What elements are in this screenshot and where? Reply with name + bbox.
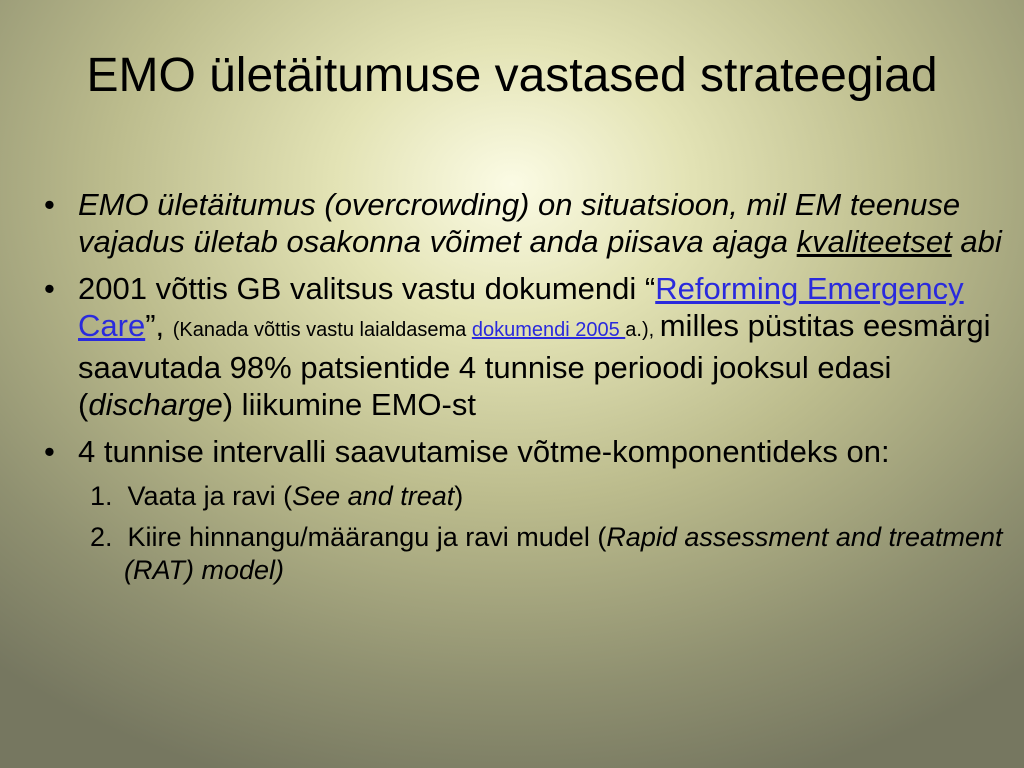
bullet-item-gb-document <box>44 270 1004 423</box>
discharge-term: discharge <box>88 387 223 422</box>
slide-body <box>44 186 1004 595</box>
sub-number: 2. <box>90 522 113 552</box>
bullet-item-key-components <box>44 433 1004 470</box>
gb-text-quote-end: ”, <box>145 308 173 343</box>
reforming-emergency-care-link[interactable]: Reforming Emergency Care <box>78 271 964 343</box>
gb-goal-text: milles püstitas eesmärgi saavutada 98% patsientide 4 tunnise perioodi jooksul edasi ( <box>78 308 991 422</box>
bullet-item-definition <box>44 186 1004 260</box>
bullet-marker: • <box>44 434 55 469</box>
sub-item-rat-model <box>44 521 1004 587</box>
slide-title: EMO ületäitumuse vastased strateegiad <box>86 49 938 102</box>
definition-end: abi <box>951 224 1002 259</box>
bullet-marker: • <box>44 271 55 306</box>
see-and-treat-text: Vaata ja ravi ( <box>127 481 293 511</box>
gb-text-start: 2001 võttis GB valitsus vastu dokumendi “ <box>78 271 656 306</box>
rat-model-text: Kiire hinnangu/määrangu ja ravi mudel ( <box>127 522 607 552</box>
gb-goal-end: ) liikumine EMO-st <box>222 387 476 422</box>
definition-emphasis: kvaliteetset <box>796 224 952 259</box>
see-and-treat-end: ) <box>454 481 464 511</box>
canada-note-start: (Kanada võttis vastu laialdasema <box>172 319 472 341</box>
sub-item-see-and-treat <box>44 480 1004 513</box>
sub-number: 1. <box>90 481 113 511</box>
bullet-marker: • <box>44 187 55 222</box>
canada-note-end: a.), <box>625 319 660 341</box>
rat-model-term: Rapid assessment and treatment (RAT) model) <box>124 522 1003 585</box>
key-components-text: 4 tunnise intervalli saavutamise võtme-komponentideks on: <box>78 434 890 469</box>
definition-text: EMO ületäitumus (overcrowding) on situatsioon, mil EM teenuse vajadus ületab osakonna võimet anda piisava ajaga <box>78 187 961 259</box>
see-and-treat-term: See and treat <box>292 481 455 511</box>
dokumendi-2005-link[interactable]: dokumendi 2005 <box>471 319 626 341</box>
